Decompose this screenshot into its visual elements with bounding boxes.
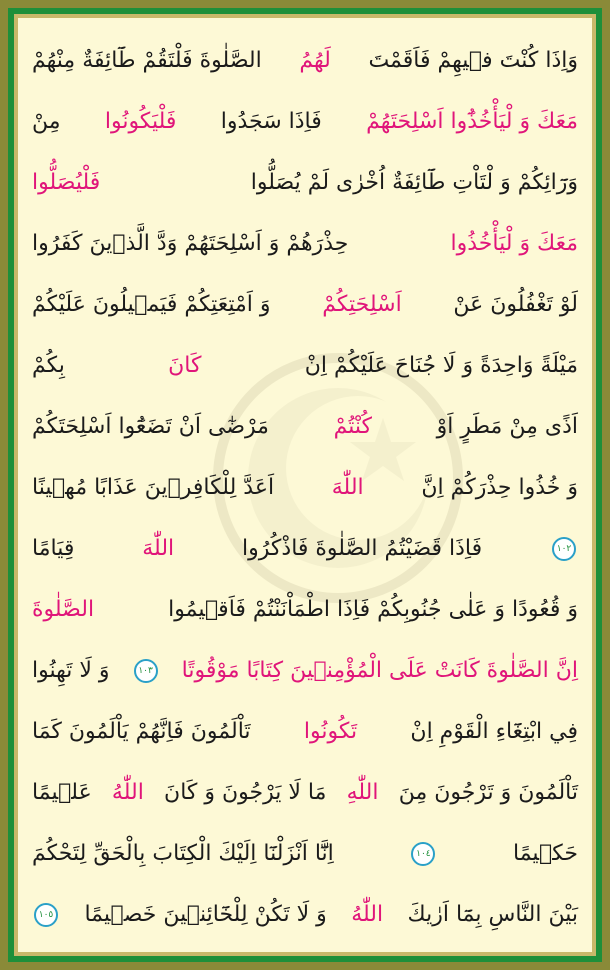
verse-line xyxy=(32,764,578,822)
verse-text: حَكٖيمًا xyxy=(512,841,578,866)
verse-text: تَاْلَمُونَ فَاِنَّهُمْ يَاْلَمُونَ كَمَا xyxy=(32,719,251,744)
highlighted-word: كَانَ xyxy=(168,353,202,378)
verse-text: عَلٖيمًا xyxy=(32,780,92,805)
verse-text: فَاِذَا سَجَدُوا xyxy=(220,109,322,134)
verse-text: وَ خُذُوا حِذْرَكُمْ اِنَّ xyxy=(421,475,578,500)
ayah-number-marker: ١٠٤ xyxy=(411,842,435,866)
verse-lines xyxy=(18,18,592,952)
highlighted-word: فَلْيَكُونُوا xyxy=(104,109,177,134)
highlighted-word: مَعَكَ وَ لْيَأْخُذُوا xyxy=(450,231,578,256)
verse-text: وَرَٓائِكُمْ وَ لْتَاْتِ طَٓائِفَةٌ اُخْرٰى لَمْ يُصَلُّوا xyxy=(250,170,578,195)
highlighted-word: كُنْتُمْ xyxy=(333,414,372,439)
verse-line xyxy=(32,703,578,761)
verse-text: وَ اَمْتِعَتِكُمْ فَيَمٖيلُونَ عَلَيْكُمْ xyxy=(32,292,271,317)
highlighted-word: فَلْيُصَلُّوا xyxy=(32,170,101,195)
highlighted-word: اللّٰهُ xyxy=(351,902,384,927)
verse-text: مِنْ xyxy=(32,109,61,134)
verse-line xyxy=(32,886,578,944)
highlighted-word: الصَّلٰوةَ xyxy=(32,597,95,622)
ayah-number-marker: ١٠٥ xyxy=(34,903,58,927)
verse-text: قِيَامًا xyxy=(32,536,75,561)
verse-text: وَ قُعُودًا وَ عَلٰى جُنُوبِكُمْ فَاِذَا اطْمَاْنَنْتُمْ فَاَقٖيمُوا xyxy=(168,597,578,622)
highlighted-word: لَهُمُ xyxy=(299,48,331,73)
verse-text: بِكُمْ xyxy=(32,353,65,378)
highlighted-word: مَعَكَ وَ لْيَأْخُذُٓوا اَسْلِحَتَهُمْ xyxy=(366,109,578,134)
verse-text: فَاِذَا قَضَيْتُمُ الصَّلٰوةَ فَاذْكُرُوا xyxy=(242,536,483,561)
verse-text: وَ لَا تَهِنُوا xyxy=(32,658,110,683)
verse-text: تَاْلَمُونَ وَ تَرْجُونَ مِنَ xyxy=(398,780,578,805)
verse-line xyxy=(32,276,578,334)
highlighted-word: اللّٰهَ xyxy=(331,475,364,500)
highlighted-word: اللّٰهَ xyxy=(142,536,175,561)
verse-text: لَوْ تَغْفُلُونَ عَنْ xyxy=(453,292,578,317)
verse-line xyxy=(32,32,578,90)
quran-page xyxy=(18,18,592,952)
verse-line xyxy=(32,581,578,639)
verse-text: مَا لَا يَرْجُونَ وَ كَانَ xyxy=(164,780,327,805)
highlighted-word: تَكُونُوا xyxy=(303,719,358,744)
verse-text: اَذًى مِنْ مَطَرٍ اَوْ xyxy=(436,414,578,439)
verse-line xyxy=(32,459,578,517)
verse-text: وَ لَا تَكُنْ لِلْخَٓائِنٖينَ خَصٖيمًا xyxy=(84,902,327,927)
highlighted-word: اللّٰهِ xyxy=(346,780,379,805)
verse-text: اَعَدَّ لِلْكَافِرٖينَ عَذَابًا مُهٖينًا xyxy=(32,475,275,500)
verse-text: الصَّلٰوةَ فَلْتَقُمْ طَٓائِفَةٌ مِنْهُمْ xyxy=(32,48,262,73)
verse-text: بَيْنَ النَّاسِ بِمَٓا اَرٰيكَ xyxy=(407,902,578,927)
verse-line xyxy=(32,642,578,700)
verse-text: وَاِذَا كُنْتَ فٖيهِمْ فَاَقَمْتَ xyxy=(368,48,578,73)
verse-line xyxy=(32,154,578,212)
ayah-number-marker: ١٠٢ xyxy=(552,537,576,561)
verse-text: فِي ابْتِغَٓاءِ الْقَوْمِ اِنْ xyxy=(410,719,578,744)
ayah-number-marker: ١٠٣ xyxy=(134,659,158,683)
verse-line xyxy=(32,93,578,151)
verse-line xyxy=(32,215,578,273)
verse-text: اِنَّٓا اَنْزَلْنَٓا اِلَيْكَ الْكِتَابَ بِالْحَقِّ لِتَحْكُمَ xyxy=(32,841,334,866)
verse-line xyxy=(32,520,578,578)
verse-line xyxy=(32,825,578,883)
verse-text: مَيْلَةً وَاحِدَةً وَ لَا جُنَاحَ عَلَيْكُمْ اِنْ xyxy=(304,353,578,378)
verse-text: مَرْضٰٓى اَنْ تَضَعُٓوا اَسْلِحَتَكُمْ xyxy=(32,414,269,439)
verse-line xyxy=(32,337,578,395)
verse-line xyxy=(32,398,578,456)
highlighted-word: اَسْلِحَتِكُمْ xyxy=(322,292,402,317)
highlighted-word: اِنَّ الصَّلٰوةَ كَانَتْ عَلَى الْمُؤْمِنٖينَ كِتَابًا مَوْقُوتًا xyxy=(181,658,578,683)
verse-text: حِذْرَهُمْ وَ اَسْلِحَتَهُمْ وَدَّ الَّذٖينَ كَفَرُوا xyxy=(32,231,349,256)
highlighted-word: اللّٰهُ xyxy=(111,780,144,805)
